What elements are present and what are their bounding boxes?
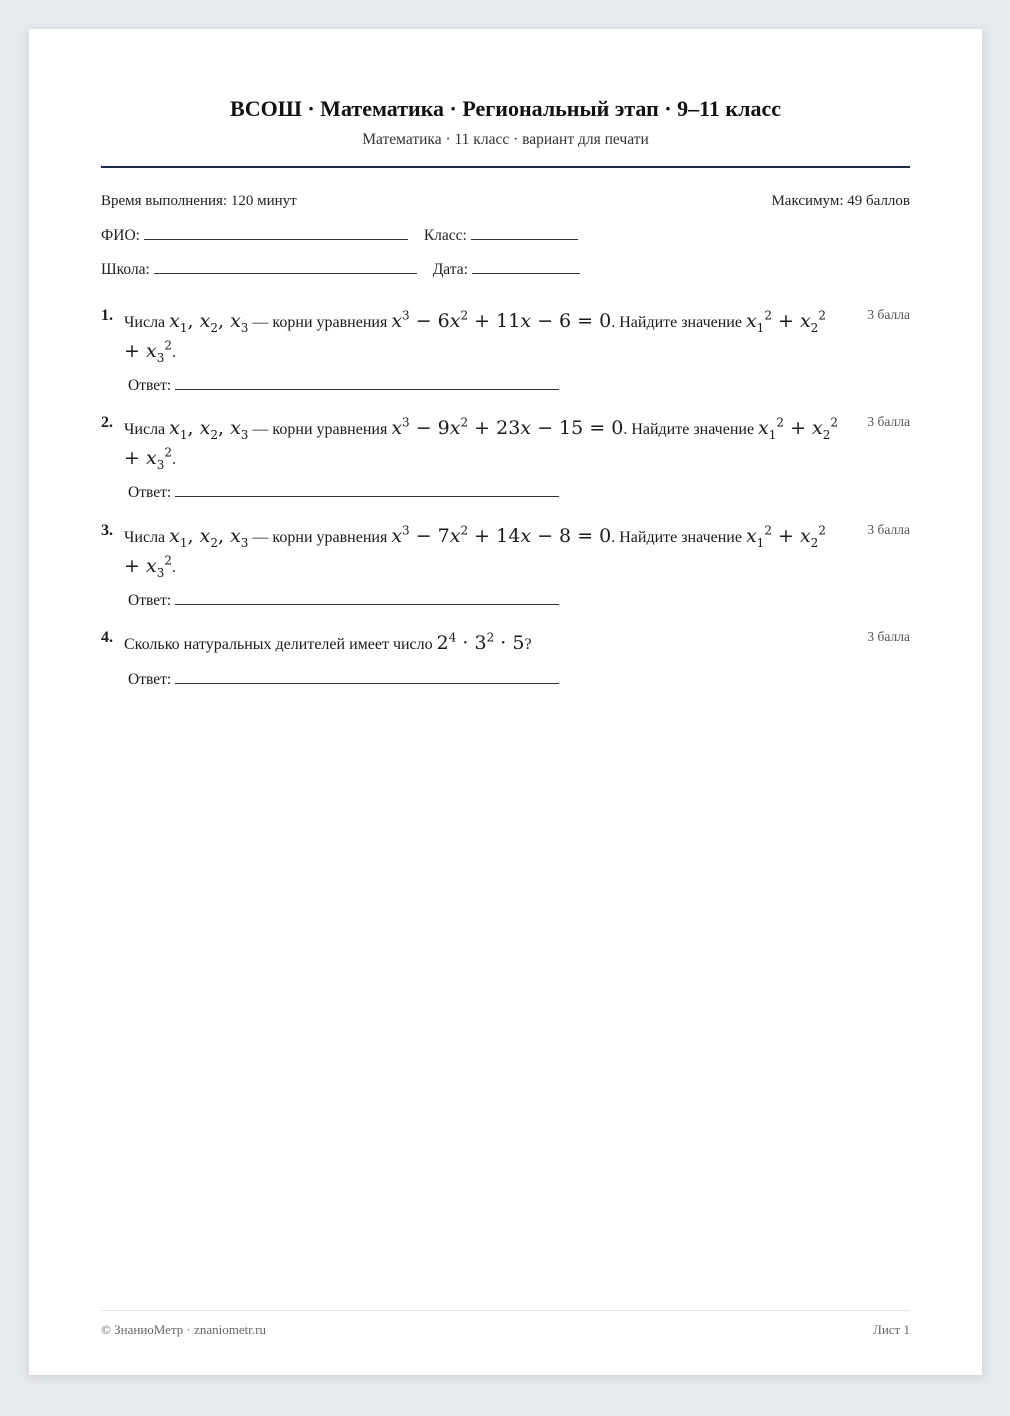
math-equation: $x^3 - 9x^2 + 23x - 15 = 0$ [391,415,624,439]
school-label: Школа: [101,261,150,278]
answer-row [128,482,559,502]
task-number: 3. [101,522,113,539]
answer-row [128,590,559,610]
math-equation: $x^3 - 7x^2 + 14x - 8 = 0$ [391,523,612,547]
task-text: Числа $x_1$, $x_2$, $x_3$ — корни уравнения $x^3 - 9x^2 + 23x - 15 = 0$. Найдите значение $x_1^2 + x_2^2 + x_3^2$. [124,415,839,472]
answer-blank[interactable] [175,375,559,390]
answer-label: Ответ: [128,484,172,501]
answer-label: Ответ: [128,592,172,609]
answer-blank[interactable] [175,482,559,497]
math-product: $2^4 \cdot 3^2 \cdot 5$ [436,630,525,654]
task-points: 3 балла [867,414,910,429]
task-text: Сколько натуральных делителей имеет число $2^4 \cdot 3^2 \cdot 5$? [124,630,532,654]
date-label: Дата: [432,261,468,278]
answer-label: Ответ: [128,377,172,394]
page-title: ВСОШ · Математика · Региональный этап · 9–11 класс [230,96,781,121]
task-points: 3 балла [867,522,910,537]
math-roots: $x_1$, $x_2$, $x_3$ [169,417,249,442]
class-blank[interactable] [471,225,578,240]
math-roots: $x_1$, $x_2$, $x_3$ [169,525,249,550]
page-subtitle: Математика · 11 класс · вариант для печати [362,131,649,148]
answer-blank[interactable] [175,590,559,605]
footer-sheet-number: Лист 1 [873,1322,910,1337]
meta-row [101,193,910,210]
math-sum-squares: $x_1^2 + x_2^2 + x_3^2$ [124,523,826,580]
task-points: 3 балла [867,629,910,644]
task-text: Числа $x_1$, $x_2$, $x_3$ — корни уравнения $x^3 - 7x^2 + 14x - 8 = 0$. Найдите значение $x_1^2 + x_2^2 + x_3^2$. [124,523,826,580]
fio-blank[interactable] [144,225,408,240]
student-fields-row-1 [101,225,910,245]
answer-row [128,375,559,395]
student-fields-row-2 [101,259,910,279]
footer-divider [101,1310,910,1311]
time-limit: Время выполнения: 120 минут [101,193,297,209]
footer-copyright: © ЗнаниоМетр · znaniometr.ru [101,1322,266,1337]
answer-label: Ответ: [128,671,172,688]
page-sheet [29,29,982,1375]
date-blank[interactable] [472,259,580,274]
max-score: Максимум: 49 баллов [771,193,910,209]
task-number: 4. [101,629,113,646]
answer-row [128,669,559,689]
task-number: 1. [101,307,113,324]
math-roots: $x_1$, $x_2$, $x_3$ [169,310,249,335]
math-sum-squares: $x_1^2 + x_2^2 + x_3^2$ [124,308,826,365]
task-points: 3 балла [867,307,910,322]
task-number: 2. [101,414,113,431]
answer-blank[interactable] [175,669,559,684]
class-label: Класс: [423,227,467,244]
math-equation: $x^3 - 6x^2 + 11x - 6 = 0$ [391,308,612,332]
header-divider [101,166,910,168]
school-blank[interactable] [154,259,417,274]
task-text: Числа $x_1$, $x_2$, $x_3$ — корни уравнения $x^3 - 6x^2 + 11x - 6 = 0$. Найдите значение $x_1^2 + x_2^2 + x_3^2$. [124,308,826,365]
math-sum-squares: $x_1^2 + x_2^2 + x_3^2$ [124,415,839,472]
fio-label: ФИО: [101,227,140,244]
